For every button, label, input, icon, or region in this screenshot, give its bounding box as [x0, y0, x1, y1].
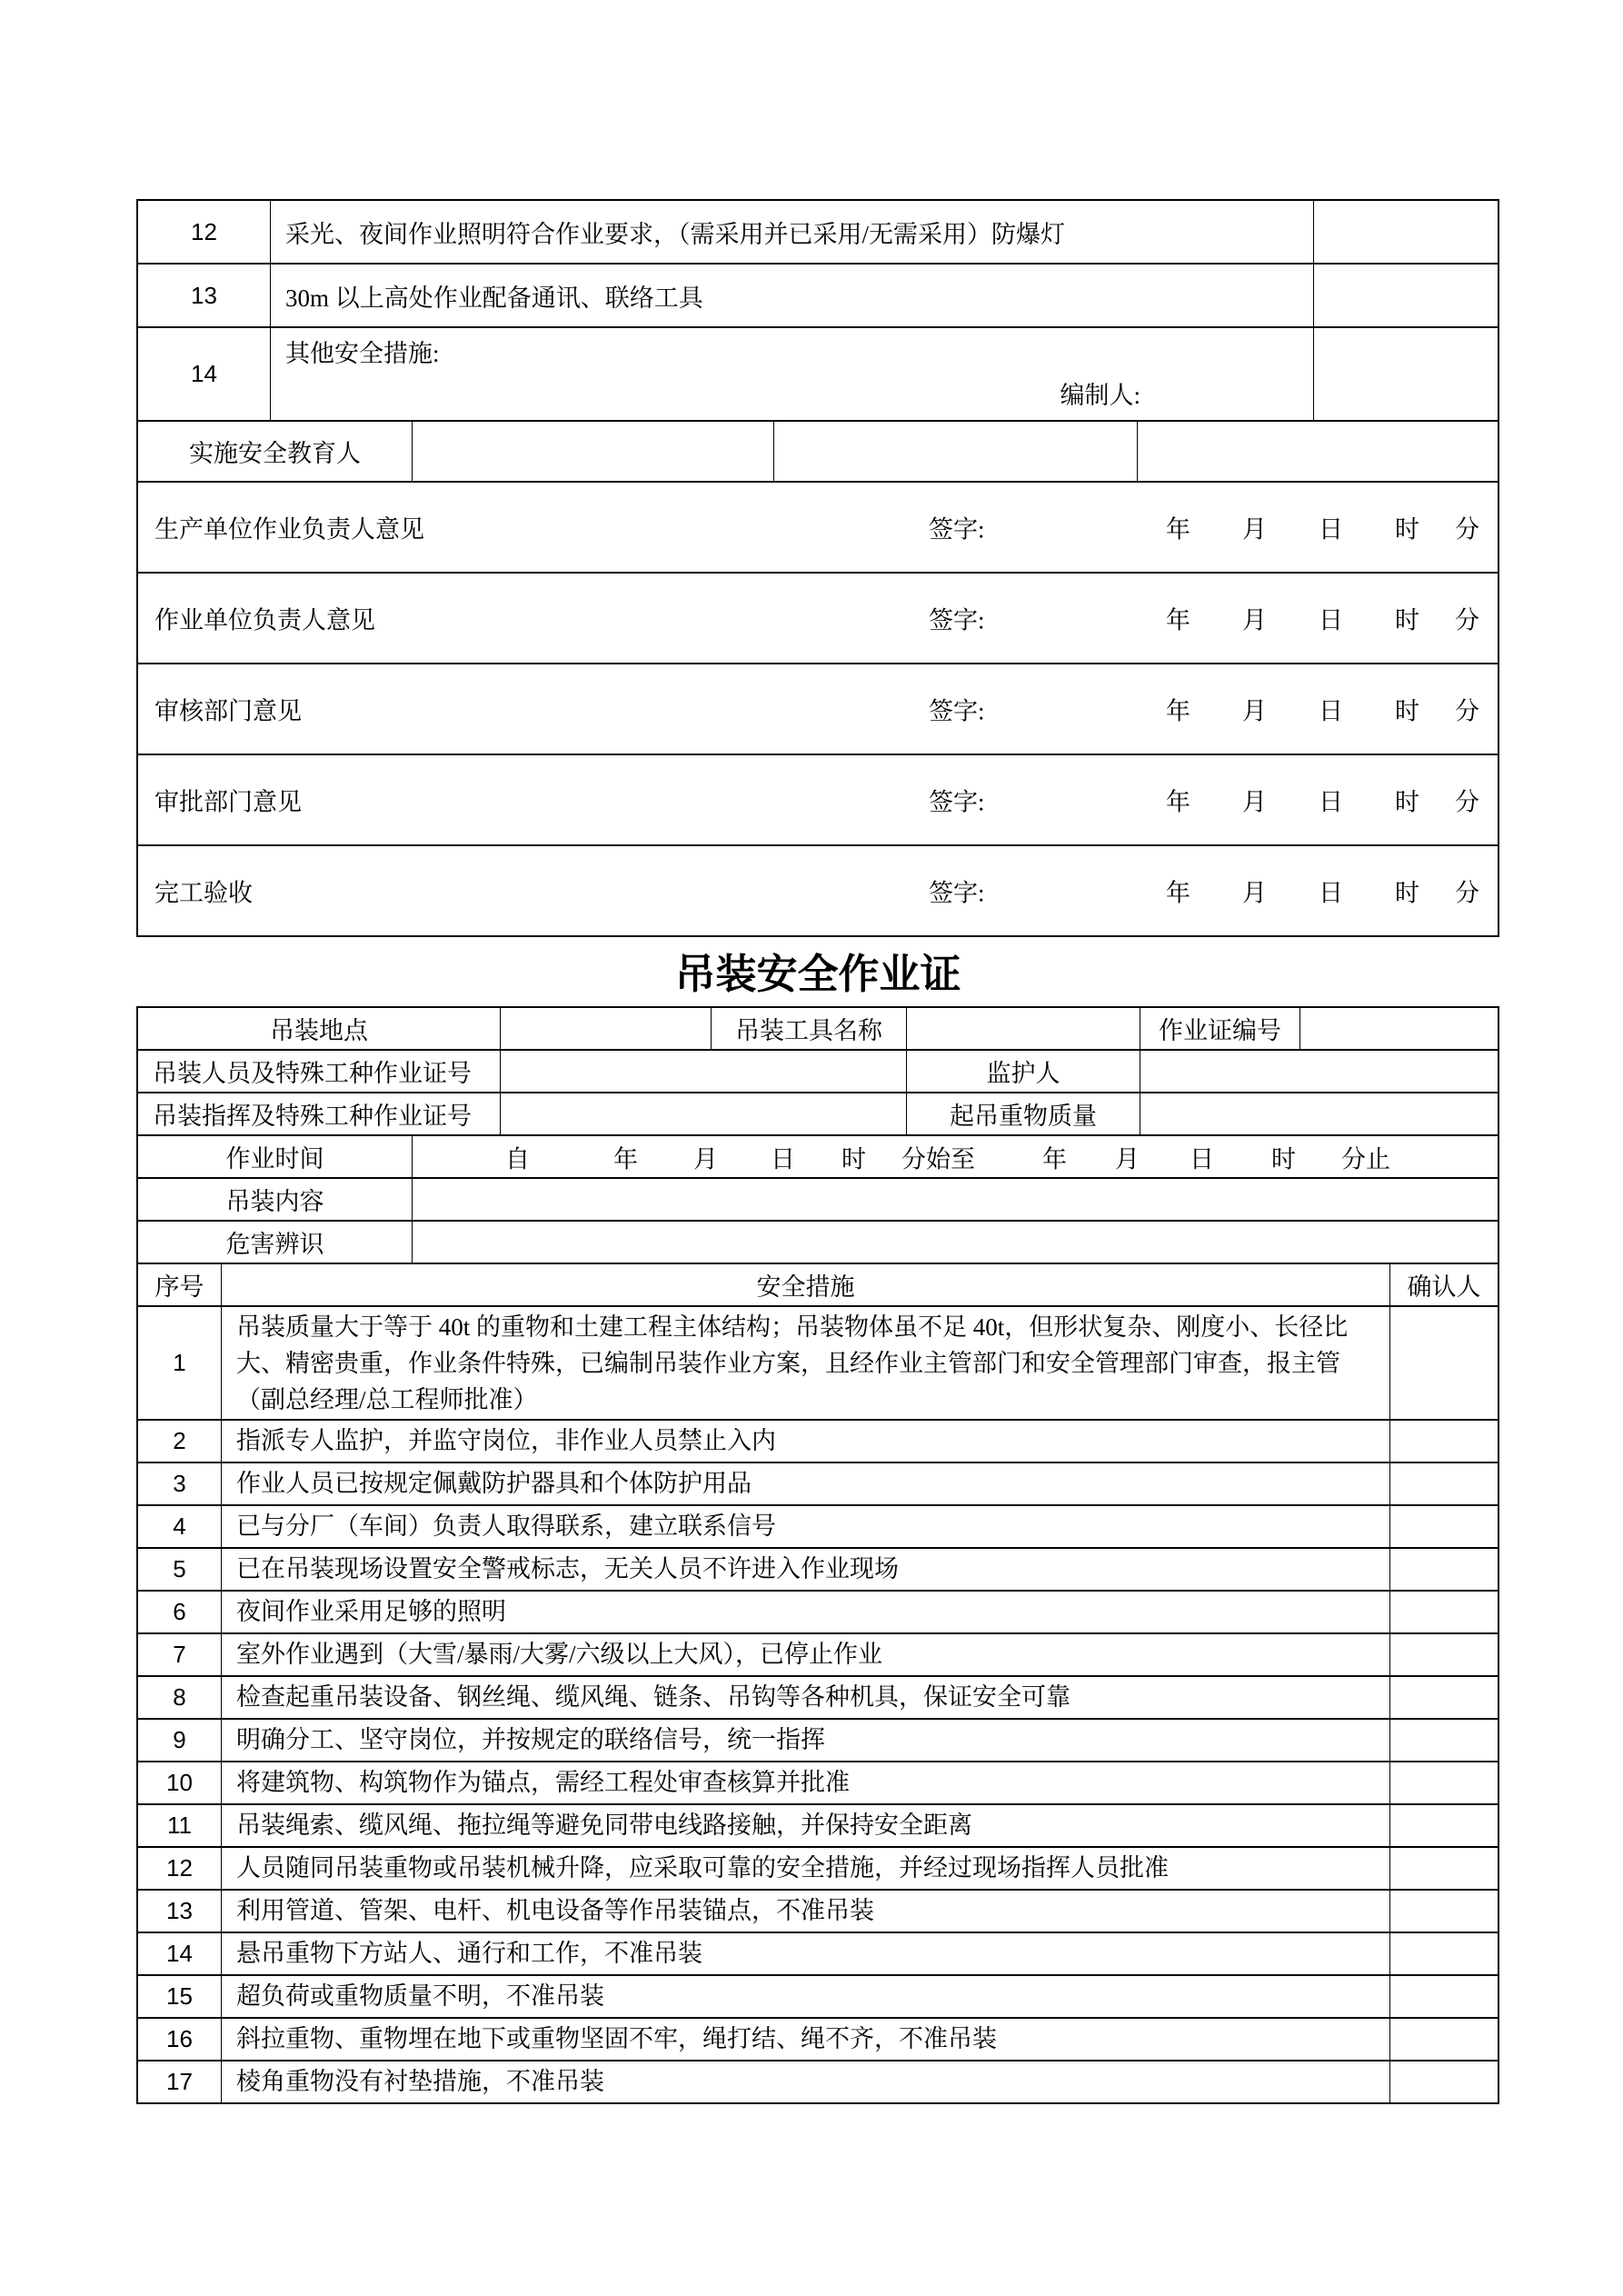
guardian-value-cell — [1140, 1051, 1498, 1092]
confirm-empty-cell — [1390, 1976, 1498, 2017]
signature-label: 签字: — [929, 788, 985, 816]
table-row — [138, 201, 1498, 265]
measure-number-cell: 2 — [138, 1421, 222, 1462]
confirm-empty-cell — [1390, 1634, 1498, 1675]
opinion-row — [138, 664, 1498, 755]
permit-no-value-cell — [1300, 1008, 1498, 1049]
measure-row — [138, 2061, 1498, 2104]
other-measures-row — [138, 328, 1498, 422]
measure-row — [138, 1592, 1498, 1634]
time-seg-hour: 时 — [841, 1145, 866, 1173]
educator-value-cell — [1138, 422, 1498, 481]
date-unit-year: 年 — [1166, 606, 1190, 634]
page-title: 吊装安全作业证 — [674, 951, 961, 997]
permit-table — [136, 1006, 1499, 2104]
measure-text-cell: 吊装绳索、缆风绳、拖拉绳等避免同带电线路接触，并保持安全距离 — [222, 1805, 1390, 1846]
time-seg-month2: 月 — [1115, 1145, 1140, 1173]
date-unit-day: 日 — [1319, 788, 1343, 816]
opinion-rows — [138, 483, 1498, 937]
date-unit-month: 月 — [1242, 879, 1267, 907]
time-seg-hour2: 时 — [1271, 1145, 1296, 1173]
confirm-empty-cell — [1390, 2019, 1498, 2060]
confirm-empty-cell — [1390, 1506, 1498, 1547]
date-unit-minute: 分 — [1455, 788, 1479, 816]
measure-number-cell: 12 — [138, 1848, 222, 1889]
date-unit-year: 年 — [1166, 788, 1190, 816]
measure-row — [138, 1634, 1498, 1677]
measure-number-cell: 9 — [138, 1720, 222, 1761]
measure-row — [138, 1762, 1498, 1805]
top-measure-rows — [138, 201, 1498, 328]
date-unit-day: 日 — [1319, 879, 1343, 907]
date-unit-month: 月 — [1242, 515, 1267, 544]
measure-number-cell: 8 — [138, 1677, 222, 1718]
date-unit-hour: 时 — [1395, 606, 1419, 634]
opinion-cell — [138, 574, 1498, 663]
measure-text-cell: 夜间作业采用足够的照明 — [222, 1592, 1390, 1632]
measure-row — [138, 1976, 1498, 2019]
confirm-empty-cell — [1390, 1677, 1498, 1718]
opinion-label: 完工验收 — [154, 879, 253, 907]
measure-text-cell: 指派专人监护，并监守岗位，非作业人员禁止入内 — [222, 1421, 1390, 1462]
signature-label: 签字: — [929, 697, 985, 725]
measure-text-cell: 利用管道、管架、电杆、机电设备等作吊装锚点，不准吊装 — [222, 1891, 1390, 1932]
date-unit-minute: 分 — [1455, 879, 1479, 907]
measure-number-cell: 14 — [138, 1933, 222, 1974]
signature-label: 签字: — [929, 606, 985, 634]
row-number-cell: 12 — [138, 201, 271, 263]
time-seg-year: 年 — [613, 1145, 638, 1173]
measure-row — [138, 1891, 1498, 1933]
confirm-empty-cell — [1390, 1463, 1498, 1504]
location-value-cell — [501, 1008, 712, 1049]
confirm-empty-cell — [1390, 1891, 1498, 1932]
measure-number-cell: 4 — [138, 1506, 222, 1547]
date-unit-month: 月 — [1242, 697, 1267, 725]
educator-row — [138, 422, 1498, 483]
measure-row — [138, 1933, 1498, 1976]
date-unit-minute: 分 — [1455, 515, 1479, 544]
measure-row — [138, 1421, 1498, 1463]
measure-row — [138, 1805, 1498, 1848]
opinion-cell — [138, 483, 1498, 572]
date-unit-minute: 分 — [1455, 606, 1479, 634]
signature-label: 签字: — [929, 515, 985, 544]
date-unit-year: 年 — [1166, 879, 1190, 907]
lift-content-value-cell — [413, 1179, 1498, 1220]
editor-label: 编制人: — [1060, 382, 1140, 409]
measure-text-cell: 吊装质量大于等于 40t 的重物和土建工程主体结构；吊装物体虽不足 40t，但形状复杂、刚度小、长径比大、精密贵重，作业条件特殊，已编制吊装作业方案，且经作业主管部门和安全管理部门审查，报主管（副总经理/总工程师批准） — [222, 1307, 1390, 1419]
other-measures-cell — [271, 328, 1314, 420]
time-seg-minute-start: 分始至 — [901, 1145, 975, 1173]
measure-text-cell: 已在吊装现场设置安全警戒标志，无关人员不许进入作业现场 — [222, 1549, 1390, 1590]
educator-value-cell — [413, 422, 774, 481]
confirm-empty-cell — [1390, 1421, 1498, 1462]
confirm-empty-cell — [1314, 328, 1498, 420]
date-unit-hour: 时 — [1395, 879, 1419, 907]
hazard-label-cell: 危害辨识 — [138, 1222, 413, 1263]
measure-text-cell: 棱角重物没有衬垫措施，不准吊装 — [222, 2061, 1390, 2102]
opinion-cell — [138, 755, 1498, 844]
time-seg-year2: 年 — [1042, 1145, 1067, 1173]
measure-number-cell: 10 — [138, 1762, 222, 1803]
date-unit-hour: 时 — [1395, 515, 1419, 544]
signature-label: 签字: — [929, 879, 985, 907]
measure-text-cell: 30m 以上高处作业配备通讯、联络工具 — [271, 265, 1314, 326]
lift-content-row — [138, 1179, 1498, 1222]
hazard-value-cell — [413, 1222, 1498, 1263]
measure-row — [138, 1463, 1498, 1506]
header-no-cell: 序号 — [138, 1264, 222, 1305]
measure-number-cell: 11 — [138, 1805, 222, 1846]
confirm-empty-cell — [1390, 1307, 1498, 1419]
permit-info-row-3 — [138, 1093, 1498, 1136]
measure-row — [138, 1307, 1498, 1421]
date-unit-day: 日 — [1319, 606, 1343, 634]
opinion-label: 审核部门意见 — [154, 697, 302, 725]
confirm-empty-cell — [1390, 1549, 1498, 1590]
opinion-cell — [138, 664, 1498, 754]
opinion-label: 生产单位作业负责人意见 — [154, 515, 424, 544]
permit-info-row-1 — [138, 1008, 1498, 1051]
opinion-label: 审批部门意见 — [154, 788, 302, 816]
measure-number-cell: 17 — [138, 2061, 222, 2102]
confirm-empty-cell — [1314, 201, 1498, 263]
load-weight-value-cell — [1140, 1093, 1498, 1134]
measure-number-cell: 3 — [138, 1463, 222, 1504]
confirm-empty-cell — [1390, 2061, 1498, 2102]
commander-cert-label-cell: 吊装指挥及特殊工种作业证号 — [138, 1093, 501, 1134]
other-measures-label: 其他安全措施: — [285, 340, 440, 367]
measure-text-cell: 超负荷或重物质量不明，不准吊装 — [222, 1976, 1390, 2017]
measure-text-cell: 人员随同吊装重物或吊装机械升降，应采取可靠的安全措施，并经过现场指挥人员批准 — [222, 1848, 1390, 1889]
row-number-cell: 14 — [138, 328, 271, 420]
tool-value-cell — [907, 1008, 1140, 1049]
measure-text-cell: 悬吊重物下方站人、通行和工作，不准吊装 — [222, 1933, 1390, 1974]
opinion-row — [138, 846, 1498, 937]
confirm-empty-cell — [1390, 1805, 1498, 1846]
date-unit-month: 月 — [1242, 606, 1267, 634]
time-seg-minute-end: 分止 — [1341, 1145, 1390, 1173]
confirm-empty-cell — [1390, 1933, 1498, 1974]
opinion-label: 作业单位负责人意见 — [154, 606, 375, 634]
header-confirm-cell: 确认人 — [1407, 1273, 1481, 1301]
measure-text-cell: 斜拉重物、重物埋在地下或重物坚固不牢，绳打结、绳不齐，不准吊装 — [222, 2019, 1390, 2060]
measure-row — [138, 1848, 1498, 1891]
time-seg-day2: 日 — [1190, 1145, 1214, 1173]
permit-info-row-2 — [138, 1051, 1498, 1093]
confirm-empty-cell — [1314, 265, 1498, 326]
load-weight-label-cell: 起吊重物质量 — [907, 1093, 1140, 1134]
table-row — [138, 265, 1498, 328]
measure-text-cell: 室外作业遇到（大雪/暴雨/大雾/六级以上大风），已停止作业 — [222, 1634, 1390, 1675]
work-time-label-cell: 作业时间 — [138, 1136, 413, 1177]
measure-row — [138, 1720, 1498, 1762]
opinion-row — [138, 574, 1498, 664]
opinion-cell — [138, 846, 1498, 935]
work-time-row — [138, 1136, 1498, 1179]
approval-table — [136, 199, 1499, 937]
measure-text-cell: 已与分厂（车间）负责人取得联系，建立联系信号 — [222, 1506, 1390, 1547]
tool-label-cell: 吊装工具名称 — [712, 1008, 907, 1049]
time-seg-day: 日 — [771, 1145, 795, 1173]
measures-rows — [138, 1307, 1498, 2104]
rigger-cert-value-cell — [501, 1051, 907, 1092]
opinion-row — [138, 755, 1498, 846]
hazard-row — [138, 1222, 1498, 1264]
date-unit-day: 日 — [1319, 515, 1343, 544]
date-unit-hour: 时 — [1395, 697, 1419, 725]
educator-label-cell: 实施安全教育人 — [138, 422, 413, 481]
measure-row — [138, 1549, 1498, 1592]
date-unit-minute: 分 — [1455, 697, 1479, 725]
opinion-row — [138, 483, 1498, 574]
measure-number-cell: 7 — [138, 1634, 222, 1675]
time-seg-from: 自 — [505, 1145, 530, 1173]
measures-header-row — [138, 1264, 1498, 1307]
measure-number-cell: 13 — [138, 1891, 222, 1932]
commander-cert-value-cell — [501, 1093, 907, 1134]
measure-text-cell: 检查起重吊装设备、钢丝绳、缆风绳、链条、吊钩等各种机具，保证安全可靠 — [222, 1677, 1390, 1718]
measure-number-cell: 5 — [138, 1549, 222, 1590]
permit-no-label-cell: 作业证编号 — [1140, 1008, 1300, 1049]
lift-content-label-cell: 吊装内容 — [138, 1179, 413, 1220]
measure-number-cell: 15 — [138, 1976, 222, 2017]
confirm-empty-cell — [1390, 1762, 1498, 1803]
date-unit-day: 日 — [1319, 697, 1343, 725]
measure-number-cell: 6 — [138, 1592, 222, 1632]
work-time-value-cell — [413, 1136, 1498, 1177]
measure-number-cell: 1 — [138, 1307, 222, 1419]
measure-text-cell: 采光、夜间作业照明符合作业要求，（需采用并已采用/无需采用）防爆灯 — [271, 201, 1314, 263]
row-number-cell: 13 — [138, 265, 271, 326]
date-unit-month: 月 — [1242, 788, 1267, 816]
date-unit-year: 年 — [1166, 515, 1190, 544]
measure-text-cell: 作业人员已按规定佩戴防护器具和个体防护用品 — [222, 1463, 1390, 1504]
measure-row — [138, 1506, 1498, 1549]
confirm-empty-cell — [1390, 1848, 1498, 1889]
measure-row — [138, 1677, 1498, 1720]
measure-row — [138, 2019, 1498, 2061]
measure-text-cell: 明确分工、坚守岗位，并按规定的联络信号，统一指挥 — [222, 1720, 1390, 1761]
confirm-empty-cell — [1390, 1720, 1498, 1761]
educator-value-cell — [774, 422, 1138, 481]
guardian-label-cell: 监护人 — [907, 1051, 1140, 1092]
time-seg-month: 月 — [693, 1145, 718, 1173]
confirm-empty-cell — [1390, 1592, 1498, 1632]
measure-number-cell: 16 — [138, 2019, 222, 2060]
rigger-cert-label-cell: 吊装人员及特殊工种作业证号 — [138, 1051, 501, 1092]
date-unit-hour: 时 — [1395, 788, 1419, 816]
date-unit-year: 年 — [1166, 697, 1190, 725]
header-measure-cell: 安全措施 — [222, 1264, 1390, 1305]
measure-text-cell: 将建筑物、构筑物作为锚点，需经工程处审查核算并批准 — [222, 1762, 1390, 1803]
location-label-cell: 吊装地点 — [138, 1008, 501, 1049]
